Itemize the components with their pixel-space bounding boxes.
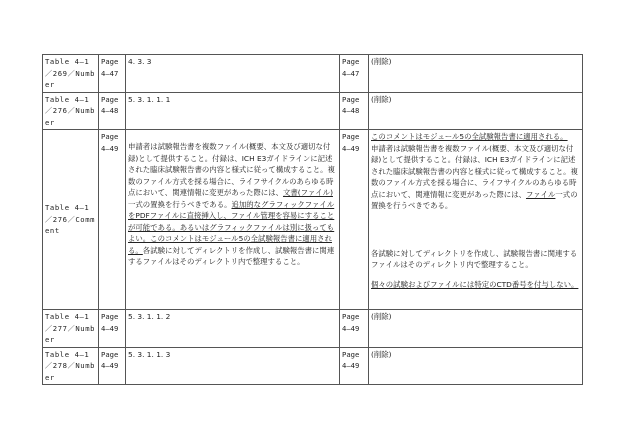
table-row [43, 310, 583, 348]
text-after-cell: (削除) [369, 92, 583, 130]
text-before-cell: 4. 3. 3 [126, 55, 340, 93]
table-row [43, 55, 583, 93]
table-row [43, 92, 583, 130]
before-paragraph: 申請者は試験報告書を複数ファイル(概要、本文及び適切な付録)として提供すること。付録は、ICH E3ガイドラインに記述された臨床試験報告書の内容と様式に従って構成すること。複数のファイル方式を採る場合に、ライフサイクルのあらゆる時点において、関連情報に変更があった際には、文書(ファイル)一式の置換を行うべきである。追加的なグラフィックファイルをPDFファイルに直接挿入し、ファイル管理を容易にすることが可能である。あるいはグラフィックファイルは別に扱ってもよい。このコメントはモジュール5の全試験報告書に適用される。各試験に対してディレクトリを作成し、試験報告書に関連するファイルはそのディレクトリ内で整理すること。 [128, 142, 335, 266]
page-before-cell: Page 4―47 [99, 55, 126, 93]
page-after-cell: Page 4―48 [340, 92, 369, 130]
text-before-cell: 5. 3. 1. 1. 2 [126, 310, 340, 348]
table-row [43, 347, 583, 385]
location-cell: Table 4―1／276／Number [43, 92, 99, 130]
text-before-cell: 5. 3. 1. 1. 3 [126, 347, 340, 385]
text-after-cell [369, 130, 583, 310]
page-after-cell: Page 4―49 [340, 130, 369, 310]
page-before-cell: Page 4―49 [99, 130, 126, 310]
underlined-text: ファイル [525, 189, 556, 199]
text-after-cell: (削除) [369, 55, 583, 93]
location-cell: Table 4―1／278／Number [43, 347, 99, 385]
location-cell: Table 4―1／276／Comment [43, 130, 99, 310]
text-before-cell: 5. 3. 1. 1. 1 [126, 92, 340, 130]
added-comment: このコメントはモジュール5の全試験報告書に適用される。 [371, 132, 568, 141]
table-row [43, 130, 583, 310]
page-before-cell: Page 4―48 [99, 92, 126, 130]
location-cell: Table 4―1／277／Number [43, 310, 99, 348]
page-before-cell: Page 4―49 [99, 310, 126, 348]
page-after-cell: Page 4―47 [340, 55, 369, 93]
after-paragraph: 各試験に対してディレクトリを作成し、試験報告書に関連するファイルはそのディレクトリ内で整理すること。 [371, 248, 578, 269]
text-before-cell [126, 130, 340, 310]
document-table [42, 54, 583, 385]
page-before-cell: Page 4―49 [99, 347, 126, 385]
page-after-cell: Page 4―49 [340, 310, 369, 348]
text-after-cell: (削除) [369, 310, 583, 348]
added-note: 個々の試験およびファイルには特定のCTD番号を付与しない。 [371, 279, 579, 289]
page-after-cell: Page 4―49 [340, 347, 369, 385]
underlined-text: 文書(ファイル) [282, 188, 333, 197]
after-paragraph: 申請者は試験報告書を複数ファイル(概要、本文及び適切な付録)として提供すること。付録は、ICH E3ガイドラインに記述された臨床試験報告書の内容と様式に従って構成すること。複数のファイル方式を採る場合に、ライフサイクルのあらゆる時点において、関連情報に変更があった際には、ファイル一式の置換を行うべきである。 [371, 143, 578, 210]
text-after-cell: (削除) [369, 347, 583, 385]
location-cell: Table 4―1／269／Number [43, 55, 99, 93]
underlined-text: 追加的なグラフィックファイルをPDFファイルに直接挿入し、ファイル管理を容易にすることが可能である。あるいはグラフィックファイルは別に扱ってもよい。このコメントはモジュール5の全試験報告書に適用される。 [128, 199, 335, 255]
